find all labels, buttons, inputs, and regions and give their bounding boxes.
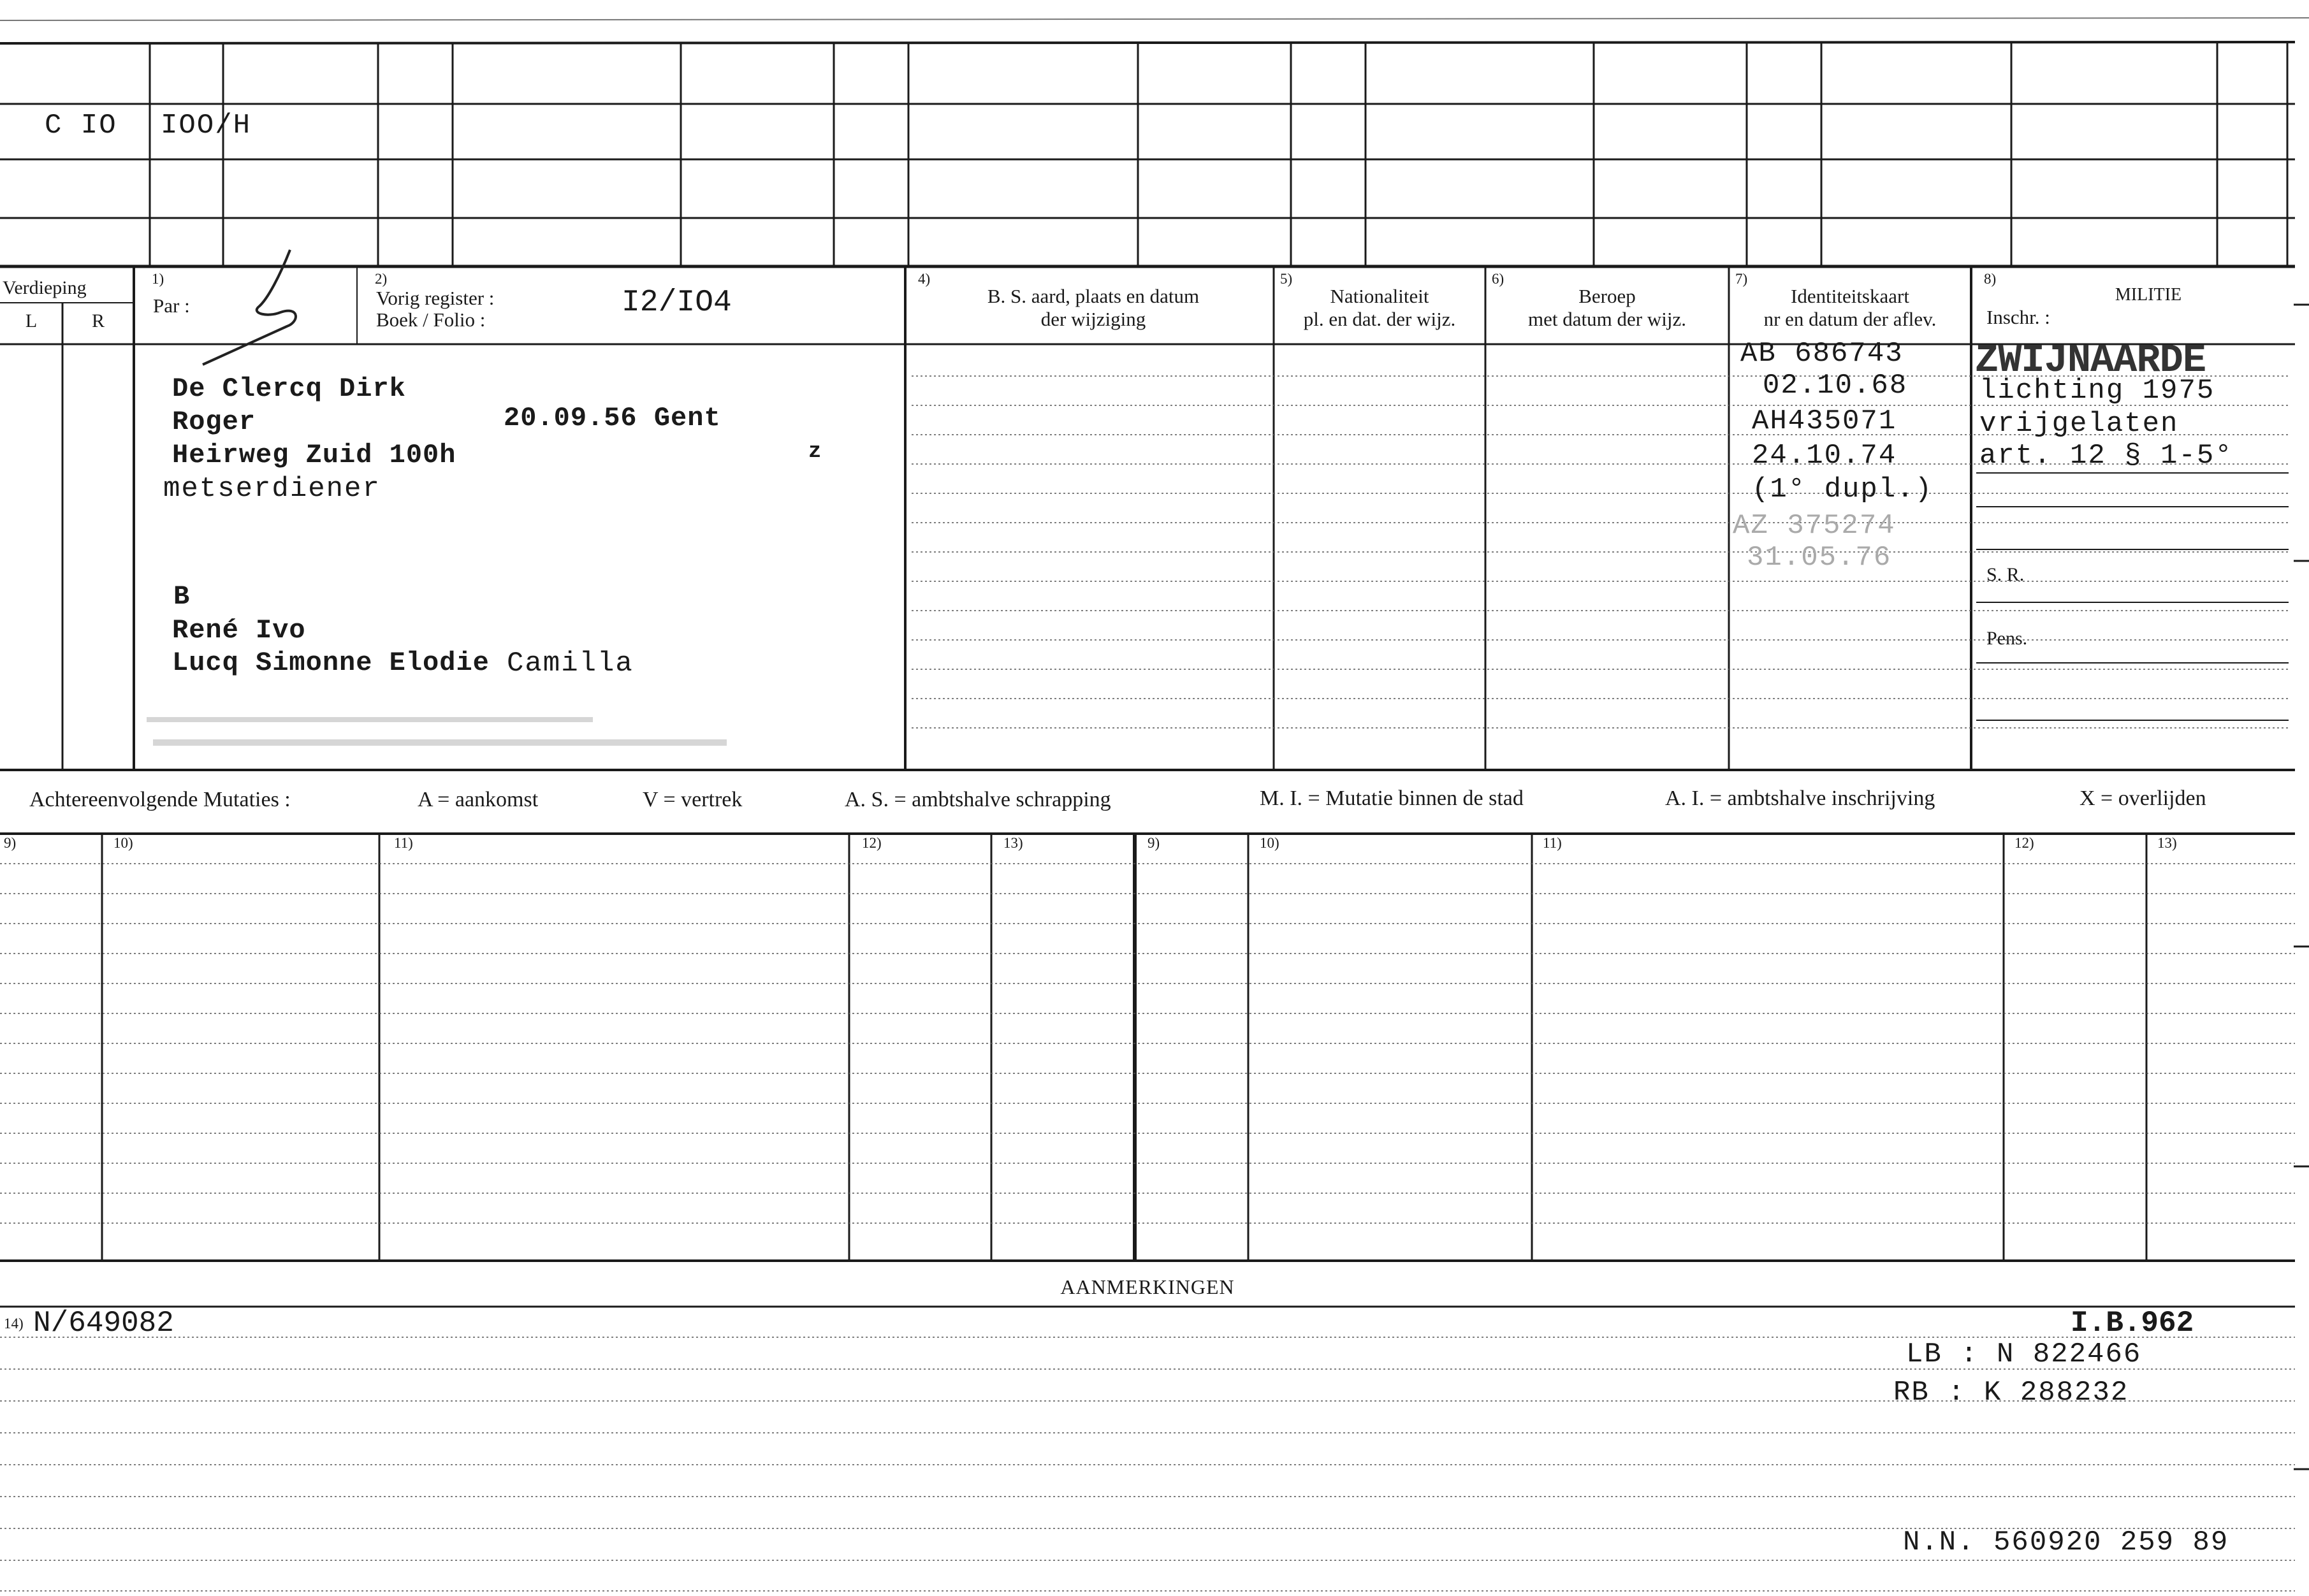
mut-col-11a: 11) xyxy=(394,835,413,851)
mutaties-label: Achtereenvolgende Mutaties : xyxy=(29,788,291,811)
col6-line1: Beroep xyxy=(1578,285,1636,307)
person-mother: Lucq Simonne Elodie xyxy=(172,648,490,678)
mut-col-12a: 12) xyxy=(862,835,882,851)
col5-line1: Nationaliteit xyxy=(1330,285,1429,307)
code-100h: IOO/H xyxy=(161,110,252,141)
militie-stamp: ZWIJNAARDE xyxy=(1975,338,2206,383)
col1-num: 1) xyxy=(152,271,164,287)
id-card-date-3: 31.05.76 xyxy=(1747,542,1892,574)
col6-num: 6) xyxy=(1492,271,1504,287)
mut-col-10b: 10) xyxy=(1260,835,1279,851)
id-card-duplicate: (1° dupl.) xyxy=(1752,474,1934,505)
col2-num: 2) xyxy=(375,271,388,287)
id-card-number-3: AZ 375274 xyxy=(1733,510,1896,542)
person-first-name: Roger xyxy=(172,407,256,437)
id-card-date-1: 02.10.68 xyxy=(1763,370,1908,402)
vorig-register-label: Vorig register : xyxy=(376,287,495,309)
col6-line2: met datum der wijz. xyxy=(1528,308,1686,330)
col7-line1: Identiteitskaart xyxy=(1791,285,1909,307)
militie-label: MILITIE xyxy=(2115,285,2182,305)
person-mother-extra: Camilla xyxy=(507,648,634,679)
par-label: Par : xyxy=(153,294,190,317)
militie-pens-label: Pens. xyxy=(1986,628,2028,649)
mutatie-ai: A. I. = ambtshalve inschrijving xyxy=(1665,787,1935,810)
col5-num: 5) xyxy=(1280,271,1293,287)
person-father: René Ivo xyxy=(172,615,306,646)
vorig-register-value: I2/IO4 xyxy=(622,286,732,320)
aanmerkingen-lb: LB : N 822466 xyxy=(1906,1338,2142,1370)
person-address: Heirweg Zuid 100h xyxy=(172,440,456,470)
mutatie-x: X = overlijden xyxy=(2080,787,2206,810)
mutatie-as: A. S. = ambtshalve schrapping xyxy=(845,788,1111,811)
mut-col-13a: 13) xyxy=(1003,835,1023,851)
aanmerkingen-num: 14) xyxy=(4,1316,24,1331)
militie-lichting: lichting 1975 xyxy=(1979,375,2215,407)
aanmerkingen-ref: N/649082 xyxy=(33,1307,174,1340)
aanmerkingen-rb: RB : K 288232 xyxy=(1893,1377,2129,1409)
col8-num: 8) xyxy=(1984,271,1997,287)
mutatie-v: V = vertrek xyxy=(643,788,743,811)
militie-article: art. 12 § 1-5° xyxy=(1979,440,2233,472)
id-card-date-2: 24.10.74 xyxy=(1752,440,1897,472)
verdieping-label: Verdieping xyxy=(3,277,87,298)
aanmerkingen-title: AANMERKINGEN xyxy=(1060,1275,1235,1298)
col4-line1: B. S. aard, plaats en datum xyxy=(987,285,1200,307)
verdieping-r: R xyxy=(91,310,105,331)
person-name: De Clercq Dirk xyxy=(172,374,406,404)
col7-num: 7) xyxy=(1735,271,1748,287)
militie-vrijgelaten: vrijgelaten xyxy=(1979,408,2179,440)
boek-folio-label: Boek / Folio : xyxy=(376,308,486,331)
person-birth: 20.09.56 Gent xyxy=(504,403,721,433)
mutatie-mi: M. I. = Mutatie binnen de stad xyxy=(1260,787,1524,810)
person-occupation: metserdiener xyxy=(163,473,381,505)
mut-col-12b: 12) xyxy=(2014,835,2034,851)
mut-col-9a: 9) xyxy=(4,835,17,851)
code-c-io: C IO xyxy=(45,110,117,141)
aanmerkingen-nn: N.N. 560920 259 89 xyxy=(1903,1527,2229,1558)
col7-line2: nr en datum der aflev. xyxy=(1763,308,1937,330)
aanmerkingen-ib: I.B.962 xyxy=(2071,1307,2194,1340)
col4-line2: der wijziging xyxy=(1040,308,1146,330)
id-card-number-1: AB 686743 xyxy=(1740,338,1904,370)
col5-line2: pl. en dat. der wijz. xyxy=(1303,308,1456,330)
col4-num: 4) xyxy=(918,271,931,287)
militie-inschr-label: Inschr. : xyxy=(1986,306,2050,328)
id-card-number-2: AH435071 xyxy=(1752,405,1897,437)
mut-col-10a: 10) xyxy=(113,835,133,851)
mut-col-11b: 11) xyxy=(1543,835,1562,851)
mutatie-a: A = aankomst xyxy=(418,788,539,811)
verdieping-l: L xyxy=(25,310,38,331)
person-sex: z xyxy=(808,440,822,464)
militie-sr-label: S. R. xyxy=(1986,564,2025,585)
person-letter: B xyxy=(173,581,191,612)
mut-col-13b: 13) xyxy=(2157,835,2177,851)
mut-col-9b: 9) xyxy=(1147,835,1160,851)
